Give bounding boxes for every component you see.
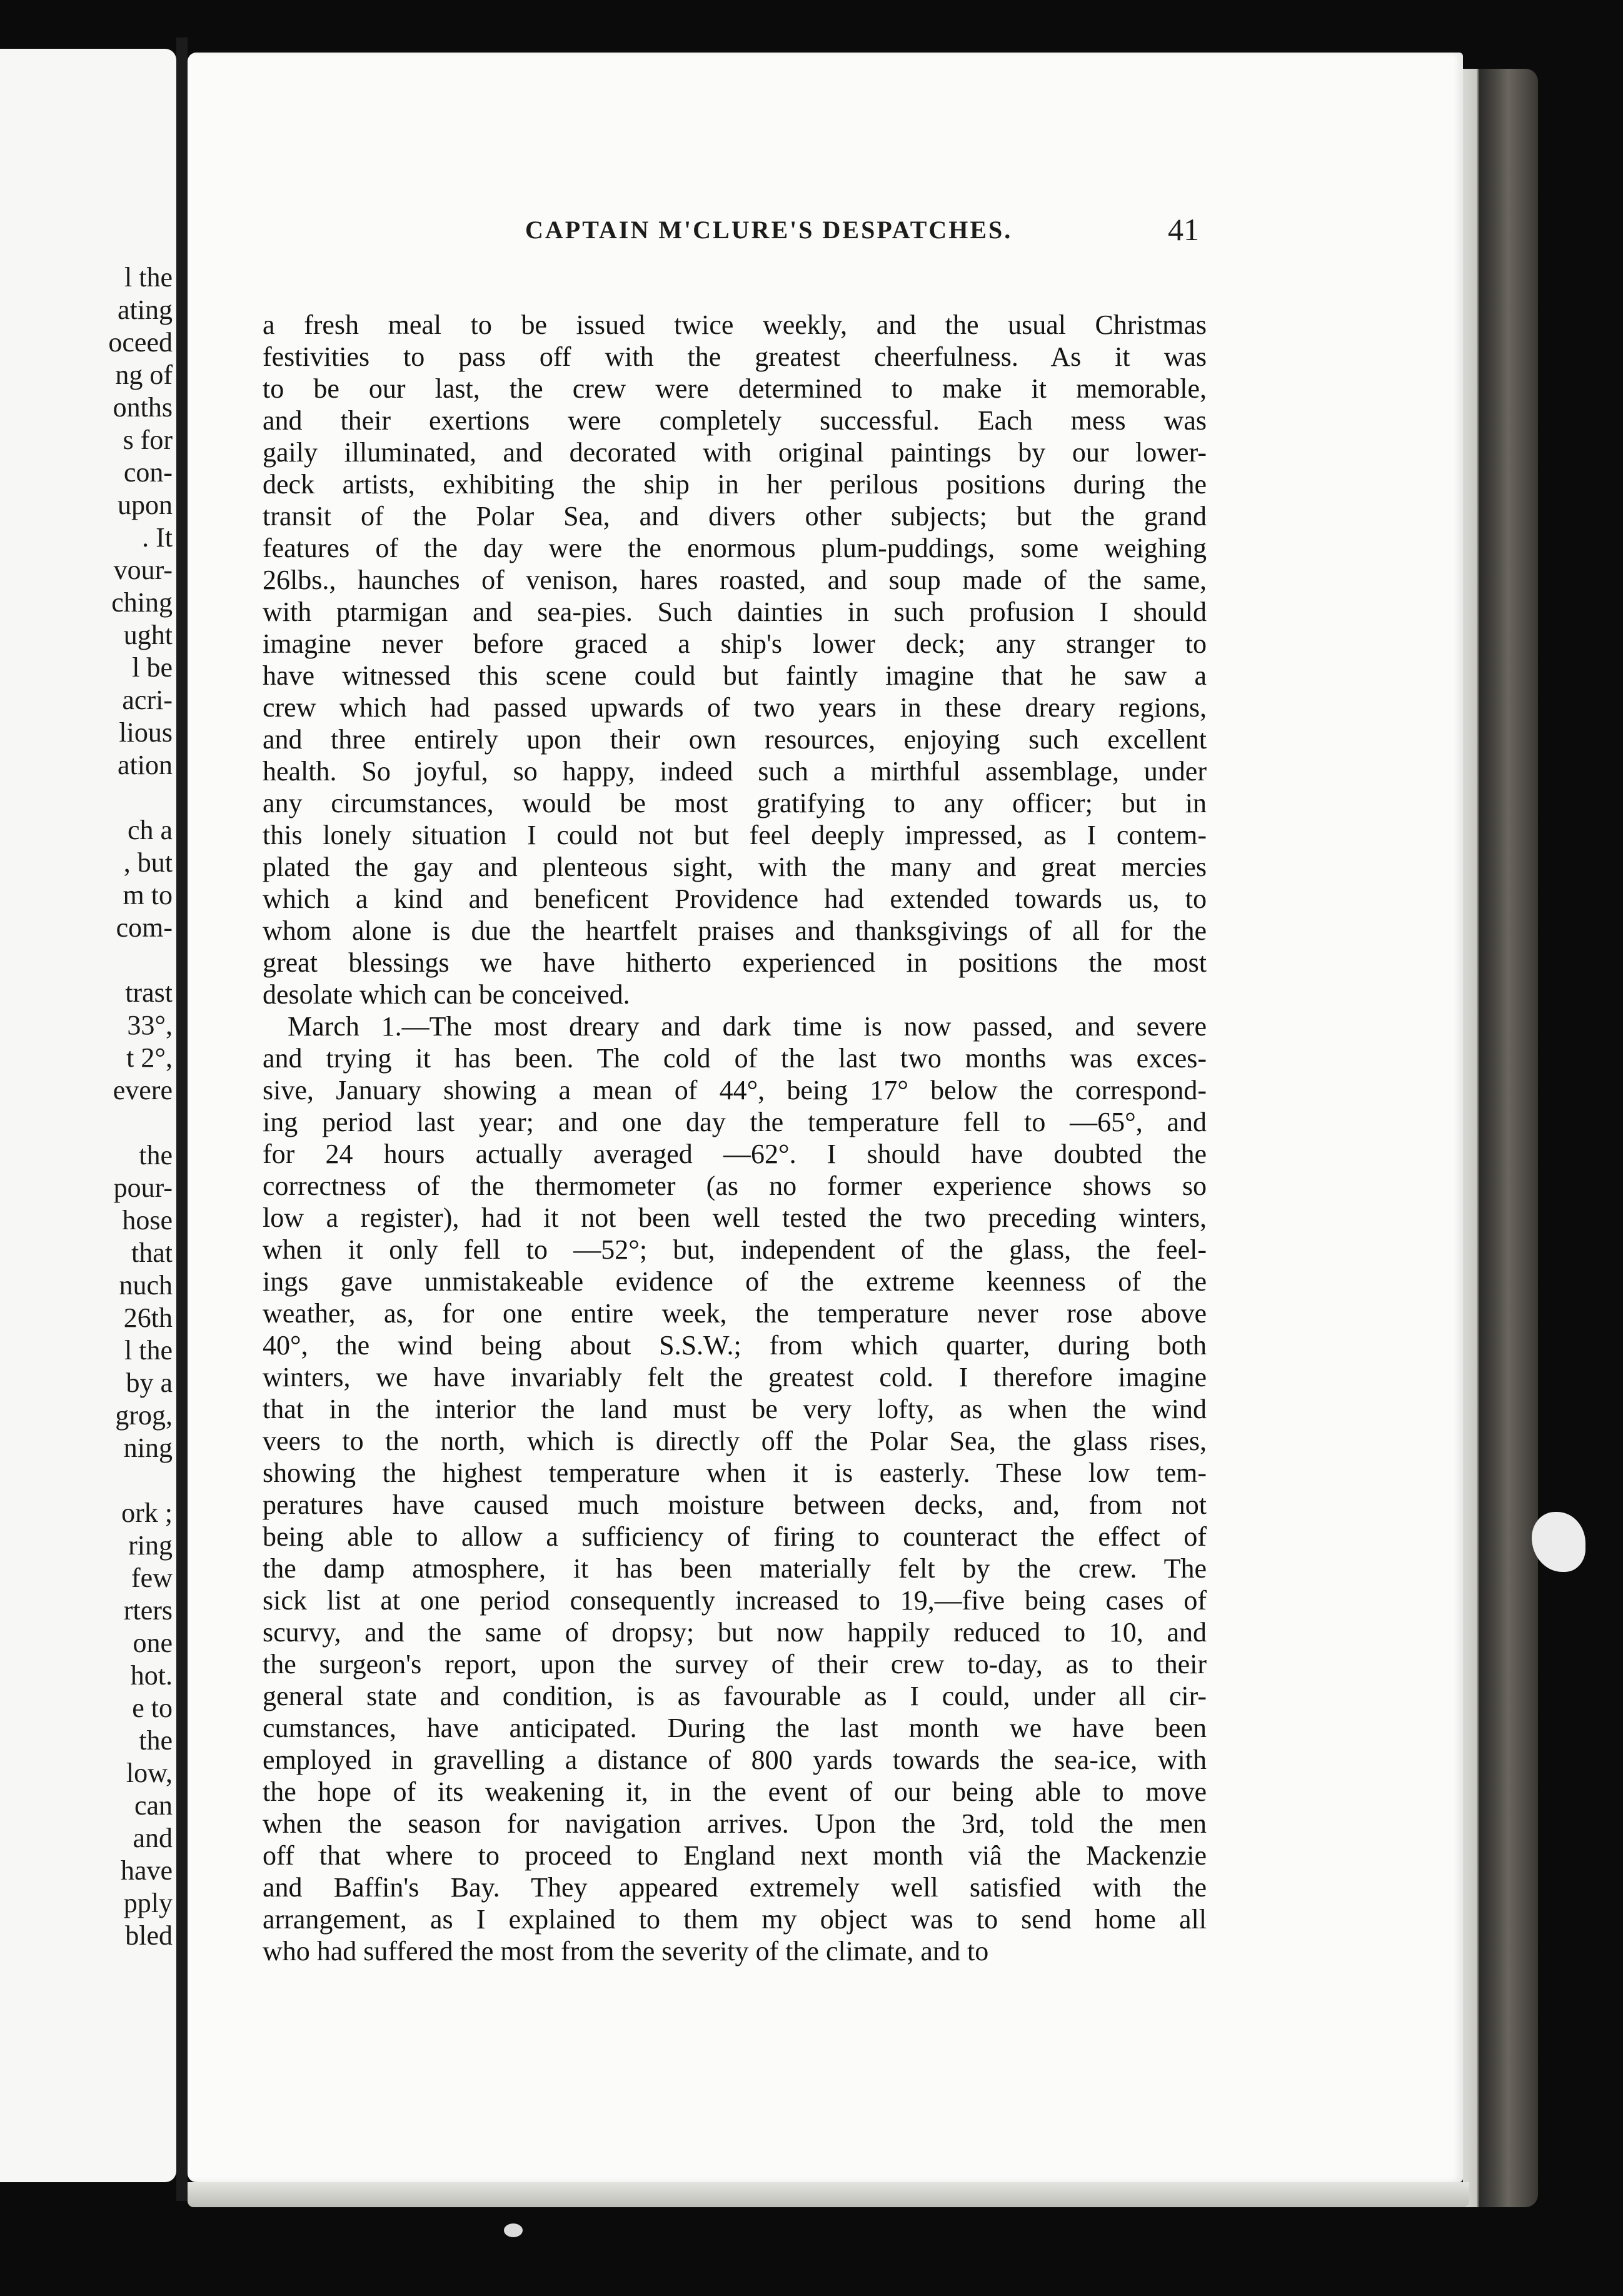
text-line: health. So joyful, so happy, indeed such a mirthful assemblage, under bbox=[263, 756, 1207, 787]
paper-stain bbox=[1532, 1512, 1585, 1572]
text-line: 40°, the wind being about S.S.W.; from which quarter, during both bbox=[263, 1330, 1207, 1361]
text-line: peratures have caused much moisture between decks, and, from not bbox=[263, 1489, 1207, 1520]
left-page-text-fragment: con- bbox=[123, 457, 173, 488]
text-line: plated the gay and plenteous sight, with the many and great mercies bbox=[263, 852, 1207, 882]
left-page-text-fragment: ng of bbox=[115, 360, 173, 390]
left-page-text-fragment: 33°, bbox=[127, 1010, 173, 1040]
text-line: winters, we have invariably felt the greatest cold. I therefore imagine bbox=[263, 1362, 1207, 1392]
left-page-text-fragment: acri- bbox=[122, 685, 173, 715]
text-line: sive, January showing a mean of 44°, being 17° below the correspond- bbox=[263, 1075, 1207, 1105]
text-line: this lonely situation I could not but feel deeply impressed, as I contem- bbox=[263, 820, 1207, 850]
text-line: to be our last, the crew were determined to make it memorable, bbox=[263, 373, 1207, 404]
left-page-text-fragment: vour- bbox=[113, 555, 173, 585]
text-line: that in the interior the land must be very lofty, as when the wind bbox=[263, 1394, 1207, 1424]
left-page-text-fragment: l be bbox=[132, 652, 173, 683]
text-line: weather, as, for one entire week, the temperature never rose above bbox=[263, 1298, 1207, 1329]
left-page-text-fragment: few bbox=[131, 1563, 173, 1593]
left-page-text-fragment: . It bbox=[142, 522, 173, 553]
text-line: scurvy, and the same of dropsy; but now happily reduced to 10, and bbox=[263, 1617, 1207, 1648]
text-line: desolate which can be conceived. bbox=[263, 979, 630, 1010]
left-page-text-fragment: that bbox=[131, 1237, 173, 1268]
page-edge bbox=[1463, 69, 1538, 2207]
left-page-text-fragment: ning bbox=[123, 1432, 173, 1463]
left-page-text-fragment: low, bbox=[126, 1758, 173, 1788]
left-page-text-fragment: bled bbox=[125, 1920, 173, 1951]
text-line: a fresh meal to be issued twice weekly, and the usual Christmas bbox=[263, 310, 1207, 340]
text-line: and Baffin's Bay. They appeared extremely well satisfied with the bbox=[263, 1872, 1207, 1903]
text-line: when the season for navigation arrives. Upon the 3rd, told the men bbox=[263, 1808, 1207, 1839]
text-line: the damp atmosphere, it has been materially felt by the crew. The bbox=[263, 1553, 1207, 1584]
left-page-fragment bbox=[0, 49, 176, 2182]
left-page-text-fragment: 26th bbox=[123, 1302, 173, 1333]
text-line: employed in gravelling a distance of 800 yards towards the sea-ice, with bbox=[263, 1745, 1207, 1775]
text-line: for 24 hours actually averaged —62°. I should have doubted the bbox=[263, 1139, 1207, 1169]
text-line: imagine never before graced a ship's lower deck; any stranger to bbox=[263, 628, 1207, 659]
book-gutter bbox=[176, 38, 188, 2201]
text-line: transit of the Polar Sea, and divers other subjects; but the grand bbox=[263, 501, 1207, 531]
text-line: whom alone is due the heartfelt praises and thanksgivings of all for the bbox=[263, 915, 1207, 946]
left-page-text-fragment: hose bbox=[122, 1205, 173, 1236]
text-line: festivities to pass off with the greatest cheerfulness. As it was bbox=[263, 341, 1207, 372]
left-page-text-fragment: l the bbox=[124, 262, 173, 293]
page-stack-bottom bbox=[188, 2182, 1469, 2207]
text-line: correctness of the thermometer (as no former experience shows so bbox=[263, 1171, 1207, 1201]
left-page-text-fragment: ating bbox=[118, 295, 173, 325]
left-page-text-fragment: the bbox=[139, 1140, 173, 1171]
left-page-text-fragment: oceed bbox=[108, 327, 173, 358]
text-line: and three entirely upon their own resources, enjoying such excellent bbox=[263, 724, 1207, 755]
left-page-text-fragment: ation bbox=[118, 750, 173, 780]
left-page-text-fragment: trast bbox=[125, 977, 173, 1008]
text-line: have witnessed this scene could but faintly imagine that he saw a bbox=[263, 660, 1207, 691]
left-page-text-fragment: one bbox=[133, 1628, 173, 1658]
left-page-text-fragment: have bbox=[120, 1855, 173, 1886]
text-line: showing the highest temperature when it is easterly. These low tem- bbox=[263, 1458, 1207, 1488]
text-line: veers to the north, which is directly off the Polar Sea, the glass rises, bbox=[263, 1426, 1207, 1456]
text-line: gaily illuminated, and decorated with original paintings by our lower- bbox=[263, 437, 1207, 468]
text-line: crew which had passed upwards of two years in these dreary regions, bbox=[263, 692, 1207, 723]
text-line: great blessings we have hitherto experienced in positions the most bbox=[263, 947, 1207, 978]
left-page-text-fragment: and bbox=[133, 1823, 173, 1853]
left-page-text-fragment: by a bbox=[126, 1367, 173, 1398]
running-head: CAPTAIN M'CLURE'S DESPATCHES. bbox=[525, 216, 1013, 244]
left-page-text-fragment: , but bbox=[123, 847, 173, 878]
text-line: general state and condition, is as favourable as I could, under all cir- bbox=[263, 1681, 1207, 1711]
left-page-text-fragment: pour- bbox=[113, 1172, 173, 1203]
text-line: off that where to proceed to England next month viâ the Mackenzie bbox=[263, 1840, 1207, 1871]
left-page-text-fragment: can bbox=[134, 1790, 173, 1821]
text-line: the hope of its weakening it, in the event of our being able to move bbox=[263, 1776, 1207, 1807]
text-line: the surgeon's report, upon the survey of their crew to-day, as to their bbox=[263, 1649, 1207, 1679]
text-line: ing period last year; and one day the temperature fell to —65°, and bbox=[263, 1107, 1207, 1137]
text-line: features of the day were the enormous plum-puddings, some weighing bbox=[263, 533, 1207, 563]
left-page-text-fragment: hot. bbox=[130, 1660, 173, 1691]
paper-fleck bbox=[504, 2223, 523, 2237]
text-line: low a register), had it not been well tested the two preceding winters, bbox=[263, 1202, 1207, 1233]
left-page-text-fragment: ork ; bbox=[121, 1498, 173, 1528]
text-line: and trying it has been. The cold of the last two months was exces- bbox=[263, 1043, 1207, 1074]
text-line: ings gave unmistakeable evidence of the extreme keenness of the bbox=[263, 1266, 1207, 1297]
book-page bbox=[188, 53, 1463, 2182]
left-page-text-fragment: m to bbox=[123, 880, 173, 910]
left-page-text-fragment: evere bbox=[113, 1075, 173, 1105]
text-line: and their exertions were completely successful. Each mess was bbox=[263, 405, 1207, 436]
left-page-text-fragment: upon bbox=[118, 490, 173, 520]
text-line: any circumstances, would be most gratifying to any officer; but in bbox=[263, 788, 1207, 818]
left-page-text-fragment: s for bbox=[123, 425, 173, 455]
left-page-text-fragment: ching bbox=[111, 587, 173, 618]
left-page-text-fragment: grog, bbox=[115, 1400, 173, 1431]
text-line: March 1.—The most dreary and dark time is now passed, and severe bbox=[288, 1011, 1207, 1042]
body-text bbox=[263, 309, 1207, 2035]
left-page-text-fragment: ught bbox=[123, 620, 173, 650]
page-header bbox=[188, 212, 1463, 259]
left-page-text-fragment: rters bbox=[123, 1595, 173, 1626]
page-number: 41 bbox=[1168, 212, 1199, 247]
text-line: with ptarmigan and sea-pies. Such dainties in such profusion I should bbox=[263, 597, 1207, 627]
text-line: when it only fell to —52°; but, independent of the glass, the feel- bbox=[263, 1234, 1207, 1265]
left-page-text-fragment: pply bbox=[123, 1888, 173, 1918]
text-line: cumstances, have anticipated. During the last month we have been bbox=[263, 1713, 1207, 1743]
text-line: 26lbs., haunches of venison, hares roasted, and soup made of the same, bbox=[263, 565, 1207, 595]
text-line: arrangement, as I explained to them my object was to send home all bbox=[263, 1904, 1207, 1935]
left-page-text-fragment: com- bbox=[116, 912, 173, 943]
left-page-text-fragment: ch a bbox=[127, 815, 173, 845]
left-page-text-fragment: ring bbox=[128, 1530, 173, 1561]
left-page-text-fragment: l the bbox=[124, 1335, 173, 1366]
text-line: which a kind and beneficent Providence had extended towards us, to bbox=[263, 884, 1207, 914]
text-line: being able to allow a sufficiency of firing to counteract the effect of bbox=[263, 1521, 1207, 1552]
text-line: deck artists, exhibiting the ship in her perilous positions during the bbox=[263, 469, 1207, 500]
left-page-text-fragment: e to bbox=[132, 1693, 173, 1723]
left-page-text-fragment: lious bbox=[119, 717, 173, 748]
left-page-text-fragment: onths bbox=[113, 392, 173, 423]
text-line: who had suffered the most from the severity of the climate, and to bbox=[263, 1936, 989, 1966]
text-line: sick list at one period consequently increased to 19,—five being cases of bbox=[263, 1585, 1207, 1616]
left-page-text-fragment: nuch bbox=[119, 1270, 173, 1301]
left-page-text-fragment: t 2°, bbox=[126, 1042, 173, 1073]
left-page-text-fragment: the bbox=[139, 1725, 173, 1756]
